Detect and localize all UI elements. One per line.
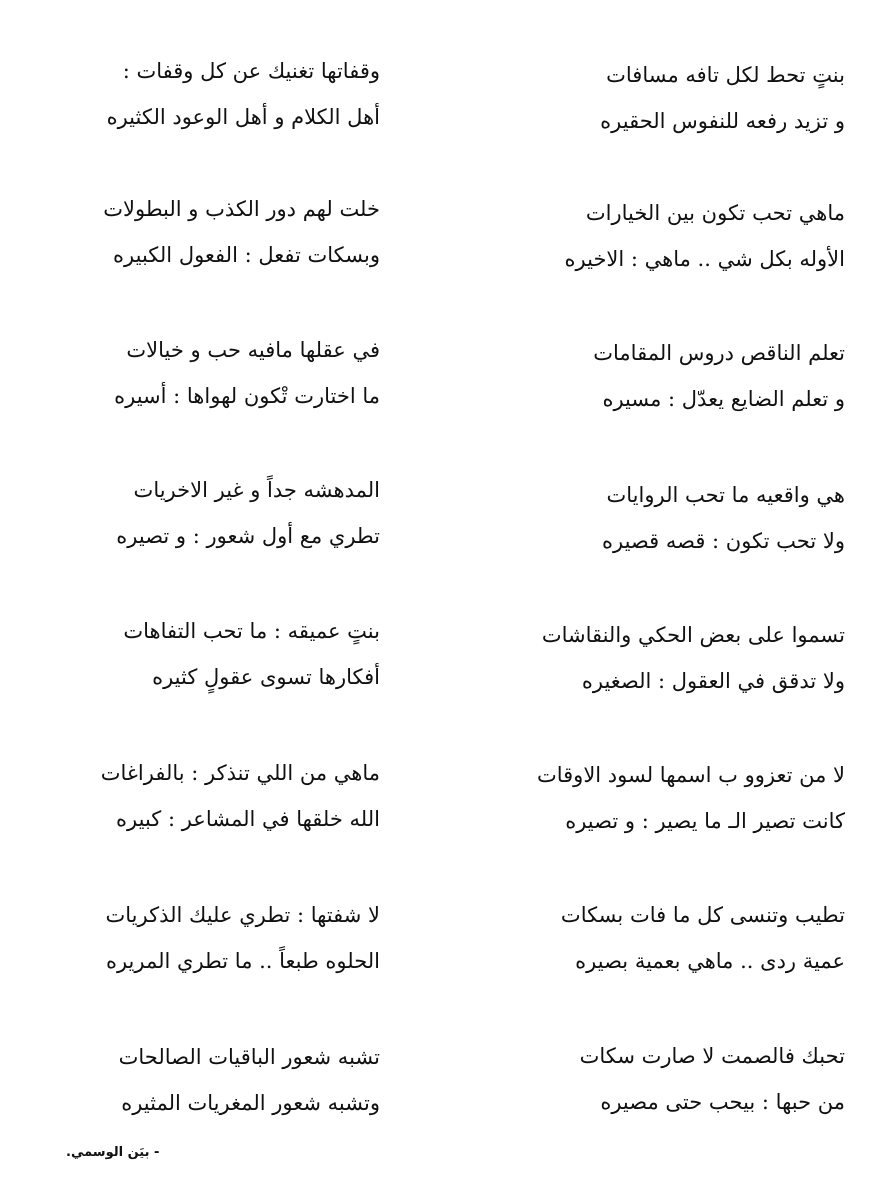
stanza-right-6 xyxy=(485,752,845,844)
stanza-right-7 xyxy=(485,892,845,984)
author-signature: - بيَن الوسمي. xyxy=(66,1145,160,1160)
verse-line: ماهي من اللي تنذكر : بالفراغات xyxy=(100,761,380,785)
verse-line: كانت تصير الـ ما يصير : و تصيره xyxy=(565,809,845,833)
verse-line: الحلوه طبعاً .. ما تطري المريره xyxy=(105,949,380,973)
verse-line: تشبه شعور الباقيات الصالحات xyxy=(118,1045,380,1069)
verse-line: و تزيد رفعه للنفوس الحقيره xyxy=(600,109,845,133)
stanza-left-8 xyxy=(20,1034,380,1126)
stanza-right-5 xyxy=(485,612,845,704)
stanza-left-3 xyxy=(20,327,380,419)
verse-line: ما اختارت تْكون لهواها : أسيره xyxy=(114,384,380,408)
stanza-left-2 xyxy=(20,186,380,278)
stanza-left-6 xyxy=(20,750,380,842)
verse-line: تعلم الناقص دروس المقامات xyxy=(593,341,845,365)
verse-line: ولا تحب تكون : قصه قصيره xyxy=(602,529,845,553)
verse-line: الله خلقها في المشاعر : كبيره xyxy=(116,807,380,831)
verse-line: تسموا على بعض الحكي والنقاشات xyxy=(541,623,845,647)
verse-line: ماهي تحب تكون بين الخيارات xyxy=(585,201,845,225)
verse-line: في عقلها مافيه حب و خيالات xyxy=(126,338,380,362)
verse-line: المدهشه جداً و غير الاخريات xyxy=(133,478,380,502)
verse-line: ولا تدقق في العقول : الصغيره xyxy=(581,669,845,693)
verse-line: بنتٍ تحط لكل تافه مسافات xyxy=(606,63,845,87)
verse-line: تطيب وتنسى كل ما فات بسكات xyxy=(560,903,845,927)
verse-line: من حبها : بيحب حتى مصيره xyxy=(600,1090,845,1114)
verse-line: أفكارها تسوى عقولٍ كثيره xyxy=(152,665,380,689)
verse-line: عمية ردى .. ماهي بعمية بصيره xyxy=(575,949,845,973)
stanza-right-3 xyxy=(485,330,845,422)
stanza-left-4 xyxy=(20,467,380,559)
stanza-right-4 xyxy=(485,472,845,564)
verse-line: و تعلم الضايع يعدّل : مسيره xyxy=(602,387,845,411)
verse-line: هي واقعيه ما تحب الروايات xyxy=(606,483,845,507)
verse-line: وتشبه شعور المغريات المثيره xyxy=(121,1091,380,1115)
verse-line: خلت لهم دور الكذب و البطولات xyxy=(103,197,380,221)
stanza-right-8 xyxy=(485,1033,845,1125)
verse-line: أهل الكلام و أهل الوعود الكثيره xyxy=(106,105,380,129)
stanza-right-2 xyxy=(485,190,845,282)
stanza-right-1 xyxy=(485,52,845,144)
stanza-left-7 xyxy=(20,892,380,984)
verse-line: وبسكات تفعل : الفعول الكبيره xyxy=(113,243,380,267)
verse-line: الأوله بكل شي .. ماهي : الاخيره xyxy=(564,247,845,271)
verse-line: لا شفتها : تطري عليك الذكريات xyxy=(105,903,380,927)
verse-line: لا من تعزوو ب اسمها لسود الاوقات xyxy=(536,763,845,787)
verse-line: بنتٍ عميقه : ما تحب التفاهات xyxy=(123,619,380,643)
verse-line: تطري مع أول شعور : و تصيره xyxy=(116,524,380,548)
stanza-left-1 xyxy=(20,48,380,140)
stanza-left-5 xyxy=(20,608,380,700)
verse-line: تحبك فالصمت لا صارت سكات xyxy=(579,1044,845,1068)
verse-line: وقفاتها تغنيك عن كل وقفات : xyxy=(122,59,380,83)
